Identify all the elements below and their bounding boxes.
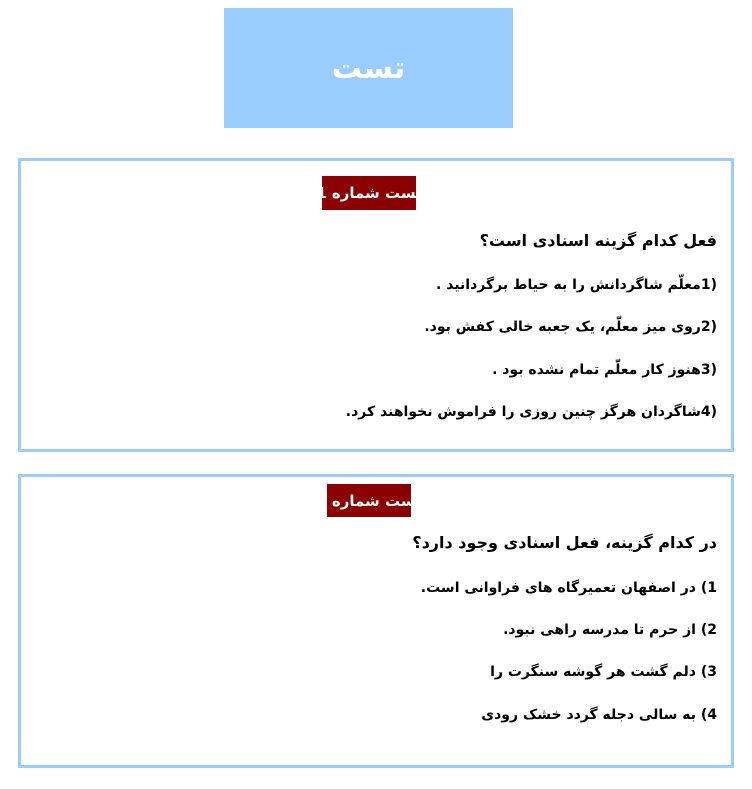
test-badge: تست شماره 2 — [327, 484, 411, 517]
option-1: 1) در اصفهان تعمیرگاه های فراوانی است. — [420, 580, 717, 596]
option-4: 4) به سالی دجله گردد خشک رودی — [481, 707, 717, 723]
title-banner — [224, 8, 513, 128]
test-card-2 — [18, 474, 734, 768]
page-title: تست — [331, 50, 406, 86]
option-1: (1معلّم شاگردانش را به حیاط برگردانید . — [436, 277, 717, 293]
option-2: (2روی میز معلّم، یک جعبه خالی کفش بود. — [424, 319, 717, 335]
option-4: (4شاگردان هرگز چنین روزی را فراموش نخواهند کرد. — [345, 404, 717, 420]
option-3: 3) دلم گشت هر گوشه سنگرت را — [490, 664, 717, 680]
question-text: فعل کدام گزینه اسنادی است؟ — [479, 231, 717, 250]
test-badge: تست شماره 1 — [322, 176, 416, 210]
option-2: 2) از حرم تا مدرسه راهی نبود. — [503, 622, 717, 638]
question-text: در کدام گزینه، فعل اسنادی وجود دارد؟ — [412, 533, 717, 552]
option-3: (3هنوز کار معلّم تمام نشده بود . — [492, 362, 717, 378]
test-card-1 — [18, 158, 734, 452]
